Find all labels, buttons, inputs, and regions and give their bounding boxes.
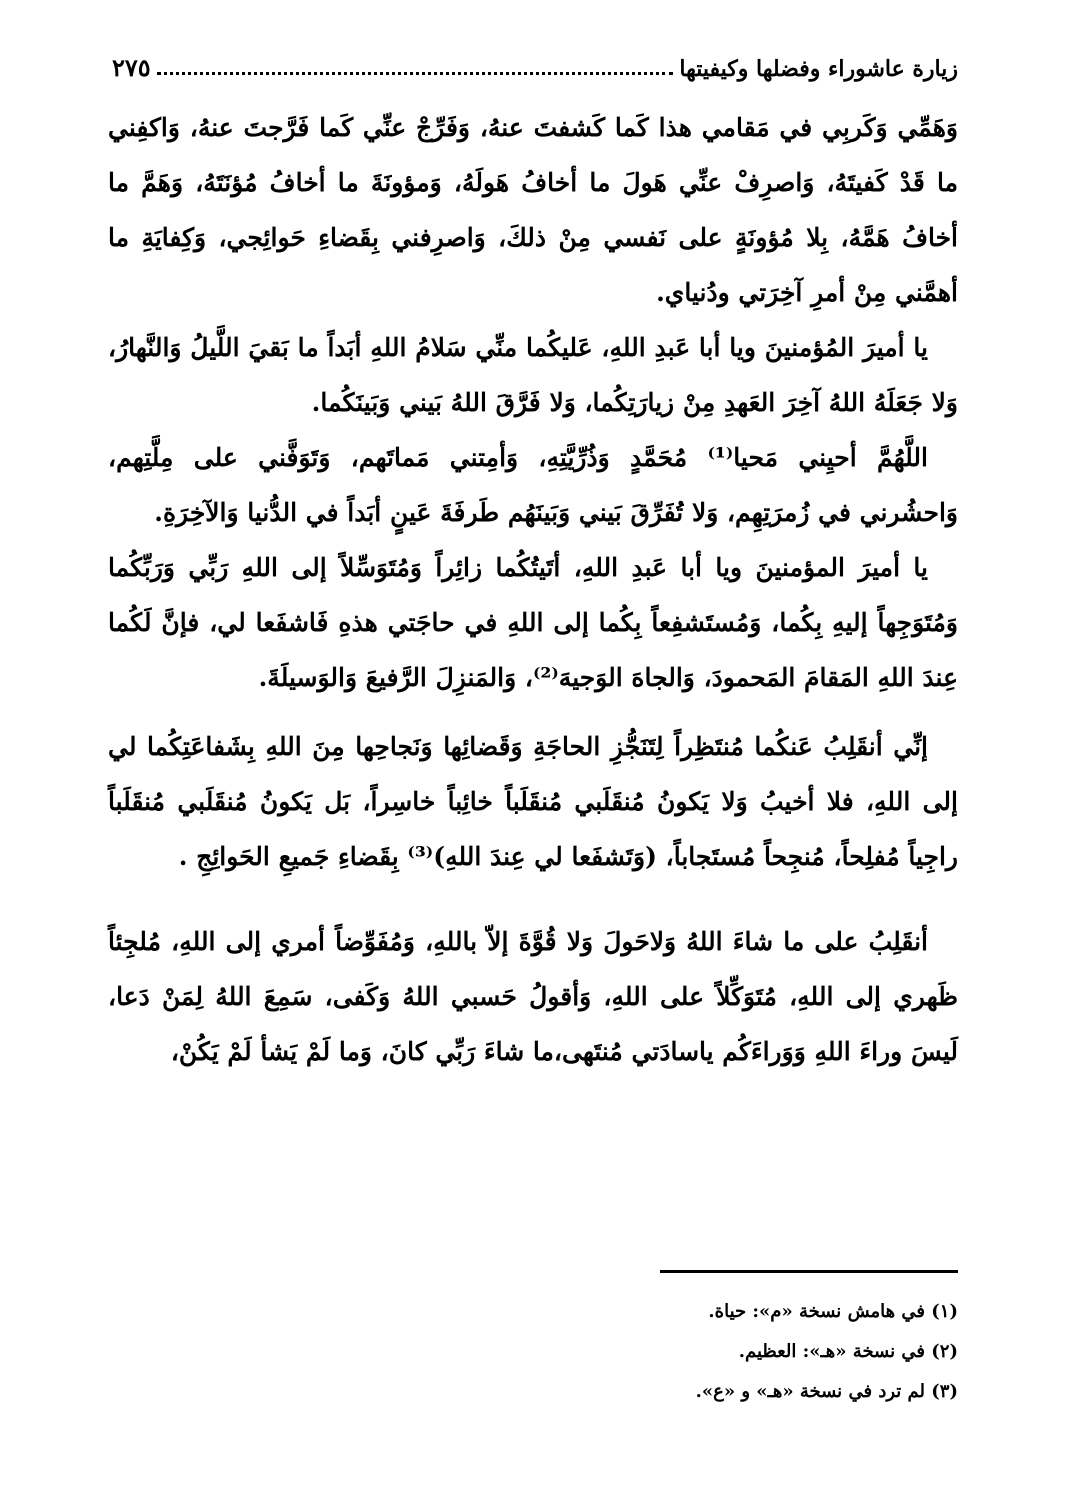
footnote-separator [660, 1270, 958, 1273]
paragraph: أنقَلِبُ على ما شاءَ اللهُ وَلاحَولَ وَلا قُوَّةَ إلاّ باللهِ، وَمُفَوِّضاً أمري إلى اللهِ، مُلجِئاً ظَهري إلى اللهِ، مُتَوَكِّلاً على اللهِ، وَأقولُ حَسبي اللهُ وَكَفى، سَمِعَ اللهُ لِمَنْ دَعا، لَيسَ وراءَ اللهِ وَوَراءَكُم ياسادَتي مُنتَهى،ما شاءَ رَبِّي كانَ، وَما لَمْ يَشأ لَمْ يَكُنْ، [108, 927, 958, 1066]
main-text [108, 100, 958, 1079]
paragraph: يا أميرَ المُؤمنينَ ويا أبا عَبدِ اللهِ، عَليكُما منِّي سَلامُ اللهِ أبَداً ما بَقيَ اللَّيلُ وَالنَّهارُ، وَلا جَعَلَهُ اللهُ آخِرَ العَهدِ مِنْ زيارَتِكُما، وَلا فَرَّقَ اللهُ بَيني وَبَينَكُما. [108, 333, 958, 417]
footnote: (١) في هامش نسخة «م»: حياة. [708, 1301, 958, 1322]
paragraph: وَهَمِّي وَكَربِي في مَقامي هذا كَما كَشفتَ عنهُ، وَفَرِّجْ عنِّي كَما فَرَّجتَ عنهُ، وَاكفِني ما قَدْ كَفيتَهُ، وَاصرِفْ عنِّي هَولَ ما أخافُ هَولَهُ، وَمؤونَةَ ما أخافُ مُؤنَتَهُ، وَهَمَّ ما أخافُ هَمَّهُ، بِلا مُؤونَةٍ على نَفسي مِنْ ذلكَ، وَاصرِفني بِقَضاءِ حَوائِجي، وَكِفايَةِ ما أهمَّني مِنْ أمرِ آخِرَتي ودُنياي. [108, 113, 958, 307]
footnote: (٢) في نسخة «هـ»: العظيم. [738, 1341, 958, 1362]
footnote: (٣) لم ترد في نسخة «هـ» و «ع». [695, 1381, 958, 1402]
paragraph: اللَّهُمَّ أحيِني مَحيا⁽¹⁾ مُحَمَّدٍ وَذُرِّيَّتِهِ، وَأمِتني مَماتَهم، وَتَوَفَّني على مِلَّتِهم، وَاحشُرني في زُمرَتِهِم، وَلا تُفَرِّقَ بَيني وَبَينَهُم طَرفَةَ عَينٍ أبَداً في الدُّنيا وَالآخِرَةِ. [108, 443, 958, 527]
running-header-title: زيارة عاشوراء وفضلها وكيفيتها [679, 56, 958, 82]
running-header [112, 38, 958, 82]
footnotes [108, 1292, 958, 1412]
page-number: ٢٧٥ [112, 53, 151, 82]
dotted-leader [157, 71, 674, 75]
paragraph: إنِّي أنقَلِبُ عَنكُما مُنتَظِراً لِتَنَجُّزِ الحاجَةِ وَقَضائِها وَنَجاحِها مِنَ اللهِ بِشَفاعَتِكُما لي إلى اللهِ، فلا أخيبُ وَلا يَكونُ مُنقَلَبي مُنقَلَباً خائِباً خاسِراً، بَل يَكونُ مُنقَلَبي مُنقَلَباً راجِياً مُفلِحاً، مُنجِحاً مُستَجاباً، (وَتَشفَعا لي عِندَ اللهِ)⁽³⁾ بِقَضاءِ جَميعِ الحَوائِجِ . [108, 732, 958, 871]
paragraph: يا أميرَ المؤمنينَ ويا أبا عَبدِ اللهِ، أتَيتُكُما زائِراً وَمُتَوَسِّلاً إلى اللهِ رَبِّي وَرَبِّكُما وَمُتَوَجِهاً إليهِ بِكُما، وَمُستَشفِعاً بِكُما إلى اللهِ في حاجَتي هذهِ فَاشفَعا لي، فإنَّ لَكُما عِندَ اللهِ المَقامَ المَحمودَ، وَالجاهَ الوَجيهَ⁽²⁾، وَالمَنزِلَ الرَّفيعَ وَالوَسيلَةَ. [108, 553, 958, 692]
